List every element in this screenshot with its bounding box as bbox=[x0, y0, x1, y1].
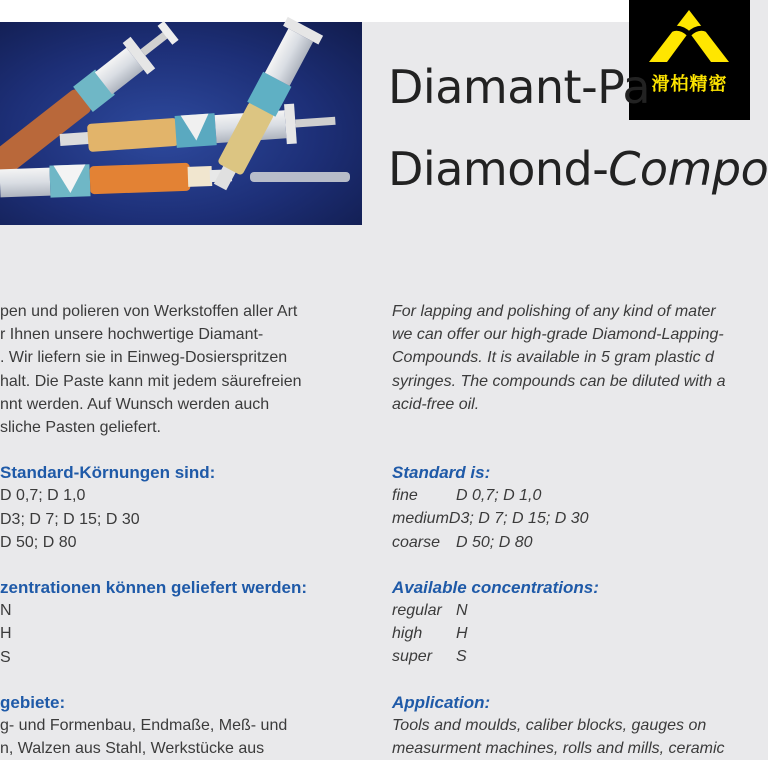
english-concentration-row bbox=[392, 622, 750, 645]
concentration-value: H bbox=[456, 625, 468, 643]
english-concentration-heading: Available concentrations: bbox=[392, 577, 599, 597]
concentration-value: S bbox=[456, 648, 467, 666]
english-paragraph-line: acid-free oil. bbox=[392, 395, 480, 413]
german-standard-heading: Standard-Körnungen sind: bbox=[0, 463, 216, 483]
grain-value: D3; D 7; D 15; D 30 bbox=[448, 510, 589, 528]
english-column bbox=[392, 300, 750, 760]
english-standard-row bbox=[392, 507, 750, 530]
german-paragraph-line: halt. Die Paste kann mit jedem säurefreien bbox=[0, 372, 302, 390]
german-application-line: g- und Formenbau, Endmaße, Meß- und bbox=[0, 717, 288, 735]
grain-label: coarse bbox=[392, 533, 441, 551]
grain-label: medium bbox=[392, 510, 449, 528]
grain-value: D 0,7; D 1,0 bbox=[456, 487, 542, 505]
title-english-plain: Diamond- bbox=[388, 142, 609, 196]
german-paragraph-line: . Wir liefern sie in Einweg-Dosierspritzen bbox=[0, 349, 288, 367]
german-concentration-row: N bbox=[0, 602, 12, 620]
german-standard-row: D 0,7; D 1,0 bbox=[0, 487, 86, 505]
german-standard-row: D 50; D 80 bbox=[0, 533, 77, 551]
english-application-heading: Application: bbox=[392, 692, 491, 712]
german-concentration-heading: zentrationen können geliefert werden: bbox=[0, 578, 307, 598]
logo-text: 滑柏精密 bbox=[651, 74, 728, 95]
english-standard-heading: Standard is: bbox=[392, 463, 491, 483]
page-title-german: Diamant-Pa bbox=[388, 60, 651, 114]
english-standard-row bbox=[392, 484, 750, 507]
german-paragraph-line: r Ihnen unsere hochwertige Diamant- bbox=[0, 326, 264, 344]
english-paragraph-line: syringes. The compounds can be diluted with a bbox=[392, 372, 726, 390]
english-application-line: Tools and moulds, caliber blocks, gauges on bbox=[392, 716, 707, 734]
title-english-italic: Compo bbox=[608, 142, 768, 196]
german-paragraph-line: pen und polieren von Werkstoffen aller Art bbox=[0, 303, 298, 320]
grain-value: D 50; D 80 bbox=[456, 533, 533, 551]
concentration-label: super bbox=[392, 648, 433, 666]
concentration-value: N bbox=[456, 602, 468, 620]
english-paragraph-line: For lapping and polishing of any kind of mater bbox=[392, 303, 716, 320]
english-paragraph-line: we can offer our high-grade Diamond-Lapping- bbox=[392, 326, 724, 344]
product-photo bbox=[0, 22, 362, 225]
german-application-line: n, Walzen aus Stahl, Werkstücke aus bbox=[0, 740, 265, 758]
english-application-line: measurment machines, rolls and mills, ceramic bbox=[392, 740, 725, 758]
german-concentration-row: H bbox=[0, 625, 12, 643]
german-application-heading: gebiete: bbox=[0, 692, 66, 712]
page-title-english bbox=[388, 142, 768, 196]
english-paragraph-line: Compounds. It is available in 5 gram plastic d bbox=[392, 349, 714, 367]
german-paragraph-line: sliche Pasten geliefert. bbox=[0, 419, 161, 437]
english-concentration-row bbox=[392, 599, 750, 622]
german-standard-row: D3; D 7; D 15; D 30 bbox=[0, 510, 140, 528]
grain-label: fine bbox=[392, 487, 418, 505]
german-concentration-row: S bbox=[0, 648, 11, 666]
english-standard-row bbox=[392, 531, 750, 554]
german-column bbox=[0, 300, 360, 760]
concentration-label: regular bbox=[392, 602, 442, 620]
english-concentration-row bbox=[392, 645, 750, 668]
concentration-label: high bbox=[392, 625, 423, 643]
german-paragraph-line: nnt werden. Auf Wunsch werden auch bbox=[0, 395, 270, 413]
syringes-illustration bbox=[0, 22, 362, 225]
